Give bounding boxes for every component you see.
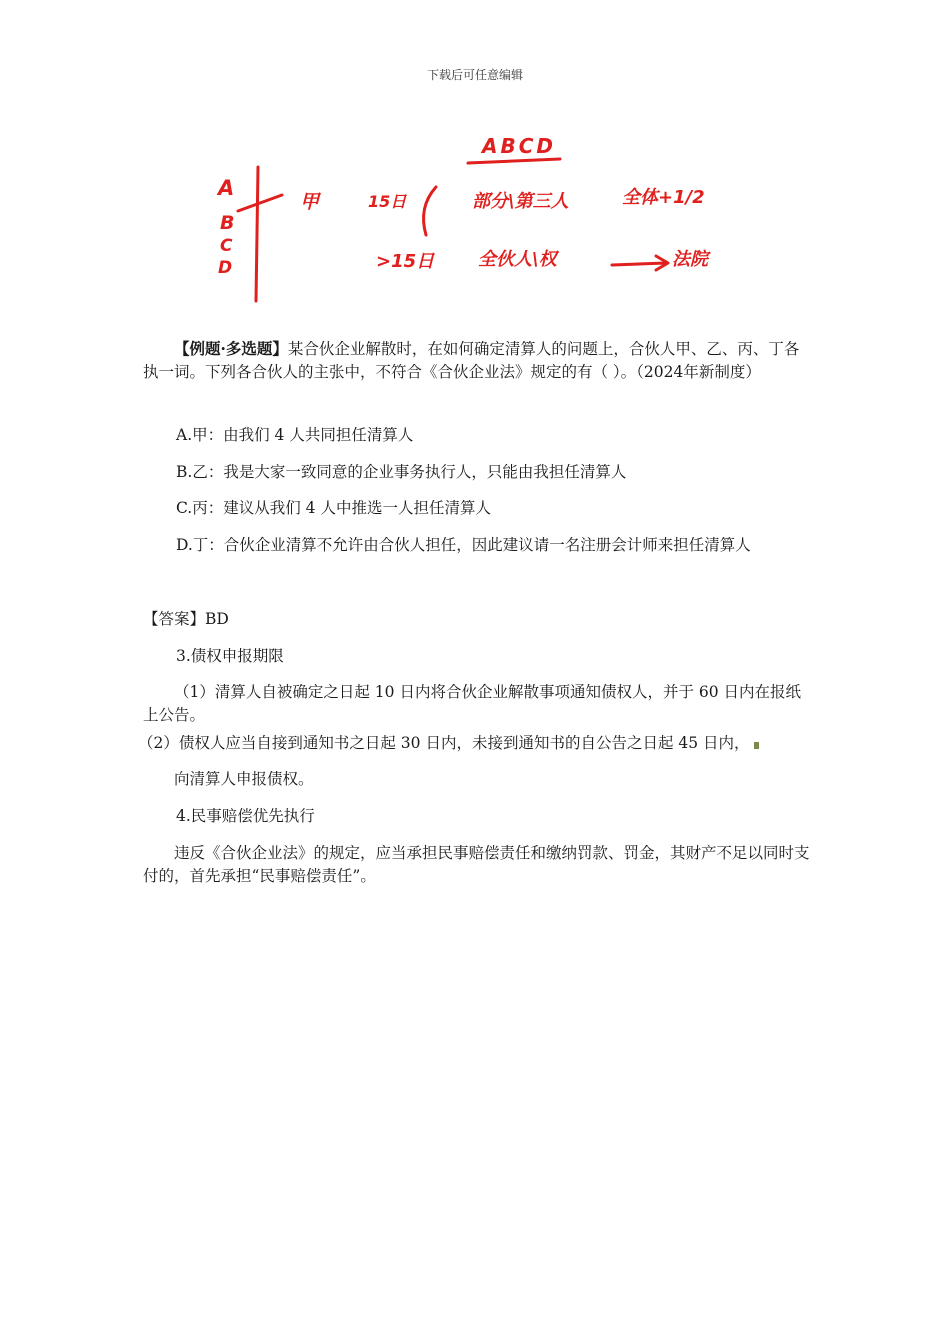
- option-d: D.丁：合伙企业清算不允许由合伙人担任，因此建议请一名注册会计师来担任清算人: [176, 536, 751, 554]
- option-b: B.乙：我是大家一致同意的企业事务执行人，只能由我担任清算人: [176, 463, 627, 481]
- handwritten-sketch: [200, 125, 760, 310]
- section-3-title: 3.债权申报期限: [176, 647, 284, 665]
- sketch-letter-d: D: [218, 258, 233, 278]
- page-header-note: 下载后可任意编辑: [426, 68, 523, 82]
- question-paragraph: [143, 337, 811, 384]
- sketch-cross-line: [238, 195, 282, 211]
- sketch-over-15-days: >15日: [376, 251, 435, 272]
- section-3-paragraph-1: （1）清算人自被确定之日起 10 日内将合伙企业解散事项通知债权人，并于 60 日内在报纸上公告。: [143, 683, 802, 724]
- answer-value: BD: [205, 610, 229, 628]
- sketch-underline: [468, 159, 560, 163]
- section-3-paragraph-2-text: （2）债权人应当自接到通知书之日起 30 日内，未接到通知书的自公告之日起 45 日内，: [138, 734, 750, 752]
- answer-line: [143, 608, 811, 631]
- sketch-row2-right: 法院: [672, 249, 708, 270]
- sketch-letter-c: C: [220, 236, 233, 256]
- sketch-jia: 甲: [300, 191, 320, 213]
- sketch-bracket: [424, 187, 436, 235]
- sketch-letter-a: A: [218, 176, 235, 200]
- sketch-row1-mid: 部分\第三人: [472, 191, 569, 212]
- scan-mark-icon: [754, 742, 759, 749]
- sketch-top-label: ABCD: [482, 134, 557, 158]
- option-c: C.丙：建议从我们 4 人中推选一人担任清算人: [176, 499, 491, 517]
- answer-label: 【答案】: [143, 610, 206, 628]
- section-4-title: 4.民事赔偿优先执行: [176, 807, 315, 825]
- question-text: 某合伙企业解散时，在如何确定清算人的问题上，合伙人甲、乙、丙、丁各执一词。下列各合伙人的主张中，不符合《合伙企业法》规定的有（ ）。（2024年新制度）: [143, 340, 800, 381]
- question-label: 【例题·多选题】: [174, 339, 288, 358]
- section-4-paragraph: 违反《合伙企业法》的规定，应当承担民事赔偿责任和缴纳罚款、罚金，其财产不足以同时支付的，首先承担“民事赔偿责任”。: [143, 844, 810, 885]
- sketch-row2-mid: 全伙人\权: [478, 249, 557, 270]
- sketch-arrow: [612, 256, 668, 270]
- section-3-paragraph-2: [138, 732, 806, 755]
- option-a: A.甲：由我们 4 人共同担任清算人: [176, 426, 414, 444]
- section-3-paragraph-3: 向清算人申报债权。: [174, 770, 314, 788]
- sketch-15-days: 15日: [368, 192, 407, 211]
- sketch-row1-right: 全体+1/2: [622, 187, 705, 208]
- sketch-vertical-line: [256, 167, 258, 301]
- sketch-letter-b: B: [220, 212, 235, 234]
